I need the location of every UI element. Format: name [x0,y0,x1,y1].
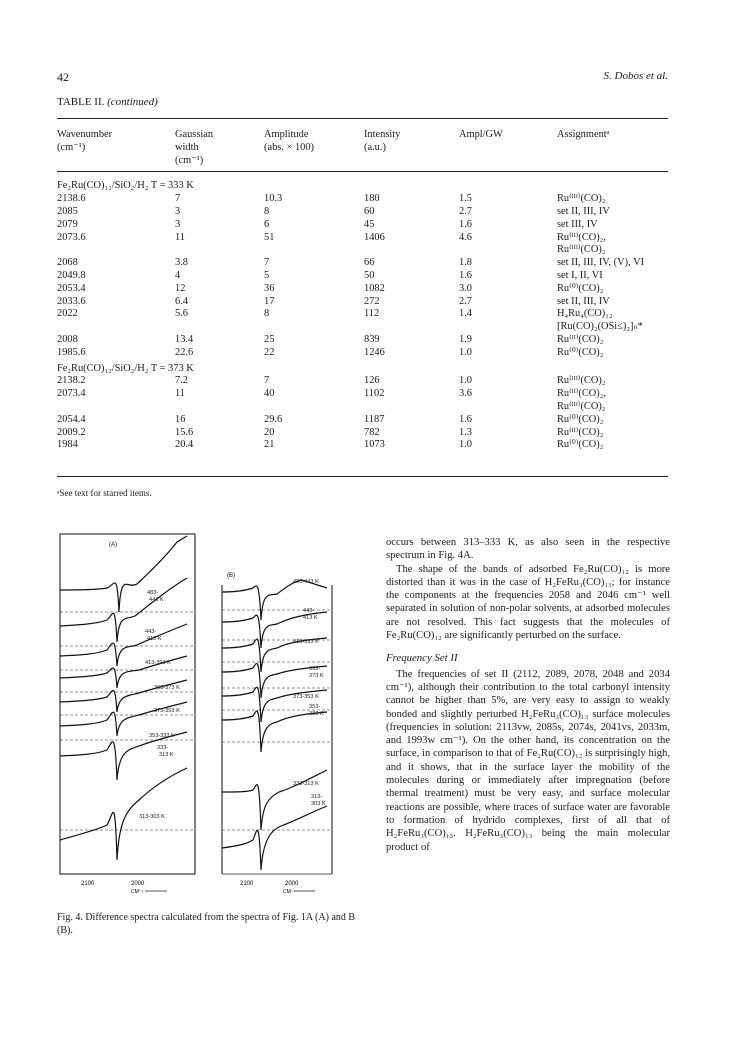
table-cell-int: 60 [364,205,375,217]
table-cell-assign: set III, IV [557,218,598,230]
table-header-row [57,129,668,142]
table-row [57,414,668,427]
svg-text:303 K: 303 K [311,801,326,807]
table-cell-assign: set I, II, VI [557,269,603,281]
panel-a-unit: CM⁻¹ [131,889,144,895]
section-heading: Frequency Set II [386,652,458,665]
table-cell-wn: 2068 [57,257,78,269]
panel-a-tick-2100: 2100 [81,881,95,887]
table-cell-ratio: 1.6 [459,413,472,425]
table-cell-amp: 25 [264,333,275,345]
table-cell-gw: 3 [175,218,181,230]
table-cell-amp: 22 [264,346,275,358]
svg-text:353-: 353- [309,704,321,710]
table-cell-ratio: 1.3 [459,426,472,438]
svg-text:393-: 393- [309,666,321,672]
table-cell-wn: 2033.6 [57,295,86,307]
table-cell-amp: 7 [264,257,270,269]
column-header: Intensity [364,129,401,140]
table-cell-gw: 11 [175,388,186,400]
table-row-continuation [57,321,668,334]
table-cell-int: 1406 [364,231,385,243]
table-cell-ratio: 1.4 [459,308,472,320]
table-cell-ratio: 1.5 [459,193,472,205]
column-header: (cm⁻¹) [57,141,86,153]
table-header-row [57,155,668,168]
table-cell-ratio: 1.8 [459,257,472,269]
table-row-continuation [57,244,668,257]
table-cell-int: 782 [364,426,380,438]
table-cell-ratio: 1.0 [459,439,472,451]
column-header [557,142,668,155]
column-header: Amplitude [264,129,309,140]
table-cell-assign: Ru⁽⁰⁾(CO)₂ [557,439,604,451]
table-cell-gw: 6.4 [175,295,188,307]
table-cell-assign-continued: Ru⁽ᴵᴵᴵ⁾(CO)₂ [557,244,606,256]
column-header: Assignmentᵃ [557,129,610,140]
table-cell-wn: 2073.6 [57,231,86,243]
body-paragraph-2: The shape of the bands of adsorbed Fe₂Ru(CO)₁₂ is more distorted than it was in the case of H₂FeRu₃(CO)₁₃; for instance the components at the frequencies 2058 and 2046 cm⁻¹ well separated in solution of non-polar solvents, at adsorbed molecules are not resolved. This fact suggests that the molecules of Fe₂Ru(CO)₁₂ are significantly perturbed on the surface. [386,563,670,642]
table-cell-amp: 10.3 [264,193,283,205]
body-text [386,536,670,854]
table-cell-wn: 2054.4 [57,413,86,425]
svg-text:413-393 K: 413-393 K [293,639,319,645]
table-cell-amp: 21 [264,439,275,451]
body-paragraph-1: occurs between 313–333 K, as also seen in the respective spectrum in Fig. 4A. [386,537,670,562]
table-cell-gw: 16 [175,413,186,425]
table-cell-amp: 17 [264,295,275,307]
table-cell-amp: 8 [264,308,270,320]
table-cell-wn: 2138.2 [57,375,86,387]
table-cell-gw: 7 [175,193,181,205]
column-header [459,155,557,168]
column-header: Ampl/GW [459,129,503,140]
table-row-continuation [57,401,668,414]
table-cell-assign: Ru⁽ᴵᴵ⁾(CO)₂, [557,388,606,400]
column-header: (abs. × 100) [264,141,315,153]
section-heading-row [57,180,668,193]
table-cell-int: 1102 [364,388,385,400]
table-cell-ratio: 2.7 [459,295,472,307]
table-cell-gw: 3.8 [175,257,188,269]
table-cell-wn: 2085 [57,205,78,217]
svg-text:373-353 K: 373-353 K [154,708,180,714]
svg-text:333-: 333- [157,745,169,751]
svg-text:483-443 K: 483-443 K [293,579,319,585]
table-cell-assign: Ru⁽⁰⁾(CO)₂ [557,413,604,425]
panel-b-tick-2100: 2100 [240,881,254,887]
table-cell-amp: 36 [264,282,275,294]
table-cell-ratio: 3.6 [459,388,472,400]
table-cell-int: 272 [364,295,380,307]
table-cell-ratio: 1.6 [459,218,472,230]
table-cell-assign: Ru⁽ᴵᴵ⁾(CO)₂ [557,333,604,345]
figure-caption: Fig. 4. Difference spectra calculated from the spectra of Fig. 1A (A) and B (B). [57,912,356,936]
body-paragraph-3: The frequencies of set II (2112, 2089, 2078, 2048 and 2034 cm⁻¹), although their contribution to the total carbonyl intensity cannot be higher than 5%, are very easy to assign to weakly bonded and slightly perturbed H₂FeRu₃(CO)₁₃ surface molecules (frequencies in solution: 2113vw, 2085s, 2074s, 2041vs, 2033m, and 1993w cm⁻¹). On the other hand, its concentration on the surface, in comparison to that of Fe₂Ru(CO)₁₂ is surprisingly high, and it shows, that in the surface layer the mobility of the molecules during or immediately after impregnation (before thermal treatment) must be very easy, and surface molecular reactions are possible, where traces of surface water are favorable to formation of hydrido complexes, first of all that of H₂FeRu₃(CO)₁₃. H₂FeRu₃(CO)₁₃ being the main molecular product of [386,668,670,853]
table-cell-assign: Ru⁽ᴵᴵ⁾(CO)₂ [557,426,604,438]
panel-a [60,534,195,895]
table-cell-gw: 12 [175,282,186,294]
section-heading: Fe₂Ru(CO)₁₂/SiO₂/H₂ T = 333 K [57,180,194,192]
panel-a-spectra [60,536,187,860]
table-cell-gw: 4 [175,269,181,281]
table-row [57,308,668,321]
table-cell-ratio: 3.0 [459,282,472,294]
column-header [57,155,175,168]
svg-text:353-333 K: 353-333 K [149,733,175,739]
svg-text:413-393 K: 413-393 K [145,660,171,666]
running-author: S. Dobos et al. [603,70,668,82]
table-cell-gw: 11 [175,231,186,243]
column-header: width [175,141,199,153]
table-cell-int: 1187 [364,413,385,425]
panel-b-tick-2000: 2000 [285,881,299,887]
table-top-rule [57,118,668,119]
table-cell-int: 1073 [364,439,385,451]
table-row [57,206,668,219]
table-cell-gw: 22.6 [175,346,194,358]
table-cell-int: 180 [364,193,380,205]
table-cell-wn: 2073.4 [57,388,86,400]
table-cell-amp: 8 [264,205,270,217]
svg-text:373-353 K: 373-353 K [293,694,319,700]
svg-text:393-373 K: 393-373 K [154,685,180,691]
svg-text:313-: 313- [311,794,323,800]
table-cell-int: 112 [364,308,380,320]
table-cell-int: 126 [364,375,380,387]
table-cell-assign: Ru⁽⁰⁾(CO)₂ [557,346,604,358]
table-row [57,232,668,245]
table-row [57,270,668,283]
svg-text:443 K: 443 K [149,597,164,603]
column-header [264,155,364,168]
table-cell-assign: set II, III, IV, (V), VI [557,257,645,269]
panel-a-tick-2000: 2000 [131,881,145,887]
table-cell-gw: 3 [175,205,181,217]
table-cell-assign: Ru⁽ᴵᴵᴵ⁾(CO)₂ [557,193,606,205]
svg-text:443-: 443- [145,629,157,635]
table-row [57,347,668,360]
table-cell-int: 839 [364,333,380,345]
table-cell-ratio: 2.7 [459,205,472,217]
table-cell-gw: 15.6 [175,426,194,438]
table-cell-assign-continued: Ru⁽ᴵᴵᴵ⁾(CO)₂ [557,400,606,412]
table-cell-assign: Ru⁽ᴵᴵᴵ⁾(CO)₂ [557,375,606,387]
svg-text:413 K: 413 K [303,615,318,621]
table-cell-int: 1082 [364,282,385,294]
table-cell-int: 1246 [364,346,385,358]
table-row [57,219,668,232]
table-cell-wn: 1985.6 [57,346,86,358]
table-cell-ratio: 1.0 [459,375,472,387]
table-cell-gw: 5.6 [175,308,188,320]
column-header [459,142,557,155]
svg-text:333-313 K: 333-313 K [293,781,319,787]
table-cell-gw: 13.4 [175,333,194,345]
table-cell-amp: 51 [264,231,275,243]
table-row [57,257,668,270]
section-heading: Fe₂Ru(CO)₁₂/SiO₂/H₂ T = 373 K [57,362,194,374]
table-cell-assign: Ru⁽⁰⁾(CO)₂ [557,282,604,294]
table-cell-ratio: 4.6 [459,231,472,243]
table-row [57,388,668,401]
column-header [364,155,459,168]
table-row [57,375,668,388]
panel-b [222,573,332,895]
table-bottom-rule [57,476,668,477]
table-cell-wn: 2049.8 [57,269,86,281]
table-cell-assign: H₄Ru₄(CO)₁₂ [557,308,613,320]
table-cell-gw: 20.4 [175,439,194,451]
table-cell-wn: 2008 [57,333,78,345]
svg-text:373 K: 373 K [309,673,324,679]
table-row [57,193,668,206]
table-header-row [57,142,668,155]
section-heading-row [57,363,668,376]
column-header: (cm⁻¹) [175,154,204,166]
panel-b-spectra [222,580,327,870]
page-number: 42 [57,70,69,84]
column-header [557,155,668,168]
table-row [57,296,668,309]
table-footnote: ᵃSee text for starred items. [57,488,152,498]
table-cell-amp: 40 [264,388,275,400]
table-cell-amp: 7 [264,375,270,387]
table-cell-amp: 20 [264,426,275,438]
column-header: (a.u.) [364,141,386,153]
table-cell-wn: 2079 [57,218,78,230]
panel-b-unit: CM⁻¹ [283,889,296,895]
table-cell-ratio: 1.6 [459,269,472,281]
svg-text:313 K: 313 K [159,752,174,758]
table-title [57,96,158,108]
table-cell-assign: set II, III, IV [557,205,610,217]
table-cell-int: 66 [364,257,375,269]
table-cell-ratio: 1.9 [459,333,472,345]
panel-a-label: (A) [109,542,117,548]
table-cell-wn: 2138.6 [57,193,86,205]
svg-text:483-: 483- [147,590,159,596]
table-cell-assign: Ru⁽ᴵᴵ⁾(CO)₂, [557,231,606,243]
table-cell-gw: 7.2 [175,375,188,387]
svg-text:333 K: 333 K [309,711,324,717]
table-cell-amp: 29.6 [264,413,283,425]
table-cell-int: 45 [364,218,375,230]
table-cell-wn: 2009.2 [57,426,86,438]
svg-text:313-303 K: 313-303 K [139,814,165,820]
table-cell-amp: 6 [264,218,270,230]
table-cell-assign-continued: [Ru(CO)₂(OSi≤)₂]ₙ* [557,321,643,333]
table-row [57,334,668,347]
column-header: Wavenumber [57,129,113,140]
table-cell-amp: 5 [264,269,270,281]
table-continued: (continued) [107,96,158,108]
table-cell-wn: 2022 [57,308,78,320]
table-row [57,427,668,440]
figure-4 [57,530,369,905]
svg-text:443-: 443- [303,608,315,614]
table-cell-assign: set II, III, IV [557,295,610,307]
table-cell-ratio: 1.0 [459,346,472,358]
panel-a-baselines [60,612,195,830]
panel-b-label: (B) [227,573,235,579]
table-row [57,283,668,296]
svg-text:413 K: 413 K [147,636,162,642]
column-header: Gaussian [175,129,214,140]
table-cell-wn: 2053.4 [57,282,86,294]
table-label: TABLE II. [57,96,105,108]
data-table [57,129,668,452]
table-row [57,439,668,452]
table-cell-wn: 1984 [57,439,78,451]
table-cell-int: 50 [364,269,375,281]
